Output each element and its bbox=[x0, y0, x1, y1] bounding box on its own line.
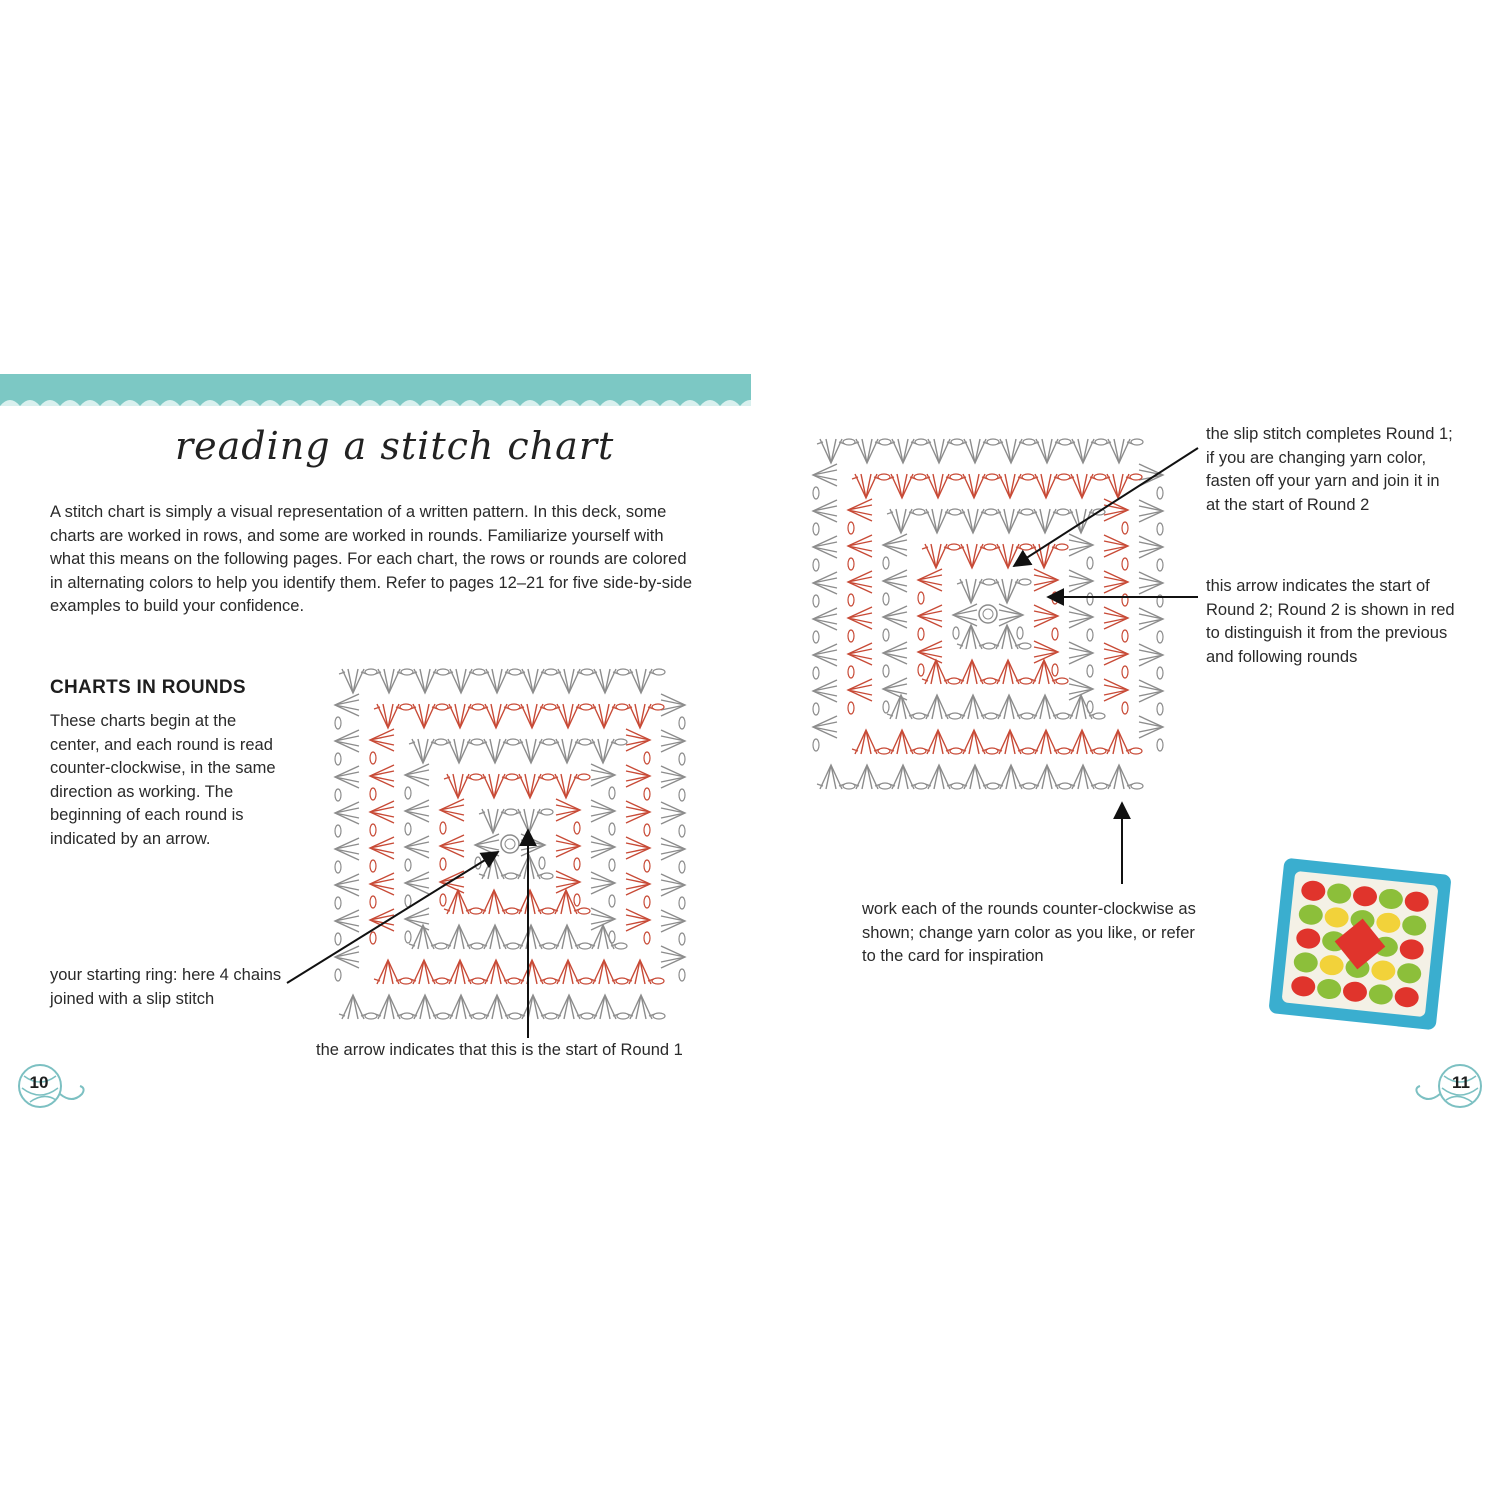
callout-starting-ring: your starting ring: here 4 chains joined with a slip stitch bbox=[50, 966, 282, 1008]
arrow-icon bbox=[1014, 448, 1198, 566]
callout-slip-stitch: the slip stitch completes Round 1; if you are changing yarn color, fasten off your yarn and join it in at the start of Round 2 bbox=[1206, 425, 1453, 514]
page-title: reading a stitch chart bbox=[175, 424, 615, 468]
page-number-right bbox=[1414, 1058, 1486, 1118]
granny-square-photo bbox=[1262, 858, 1458, 1030]
callout-round-1-start: the arrow indicates that this is the start of Round 1 bbox=[316, 1041, 683, 1059]
page-number: 11 bbox=[1452, 1073, 1470, 1092]
section-body: These charts begin at the center, and each round is read counter-clockwise, in the same direction as working. The beginning of each round is indicated by an arrow. bbox=[50, 712, 276, 848]
page-number-left bbox=[16, 1058, 88, 1118]
section-heading: CHARTS IN ROUNDS bbox=[50, 677, 246, 698]
arrow-icon bbox=[287, 852, 498, 983]
page-number: 10 bbox=[29, 1073, 49, 1092]
callout-round-2-start: this arrow indicates the start of Round 2; Round 2 is shown in red to distinguish it from the previous and following rounds bbox=[1206, 577, 1455, 666]
callout-work-rounds: work each of the rounds counter-clockwise as shown; change yarn color as you like, or refer to the card for inspiration bbox=[862, 900, 1196, 965]
intro-paragraph: A stitch chart is simply a visual representation of a written pattern. In this deck, some charts are worked in rows, and some are worked in rounds. Familiarize yourself with what this means on the following pages. For each chart, the rows or rounds are colored in alternating colors to help you identify them. Refer to pages 12–21 for five side-by-side examples to build your confidence. bbox=[50, 503, 693, 615]
